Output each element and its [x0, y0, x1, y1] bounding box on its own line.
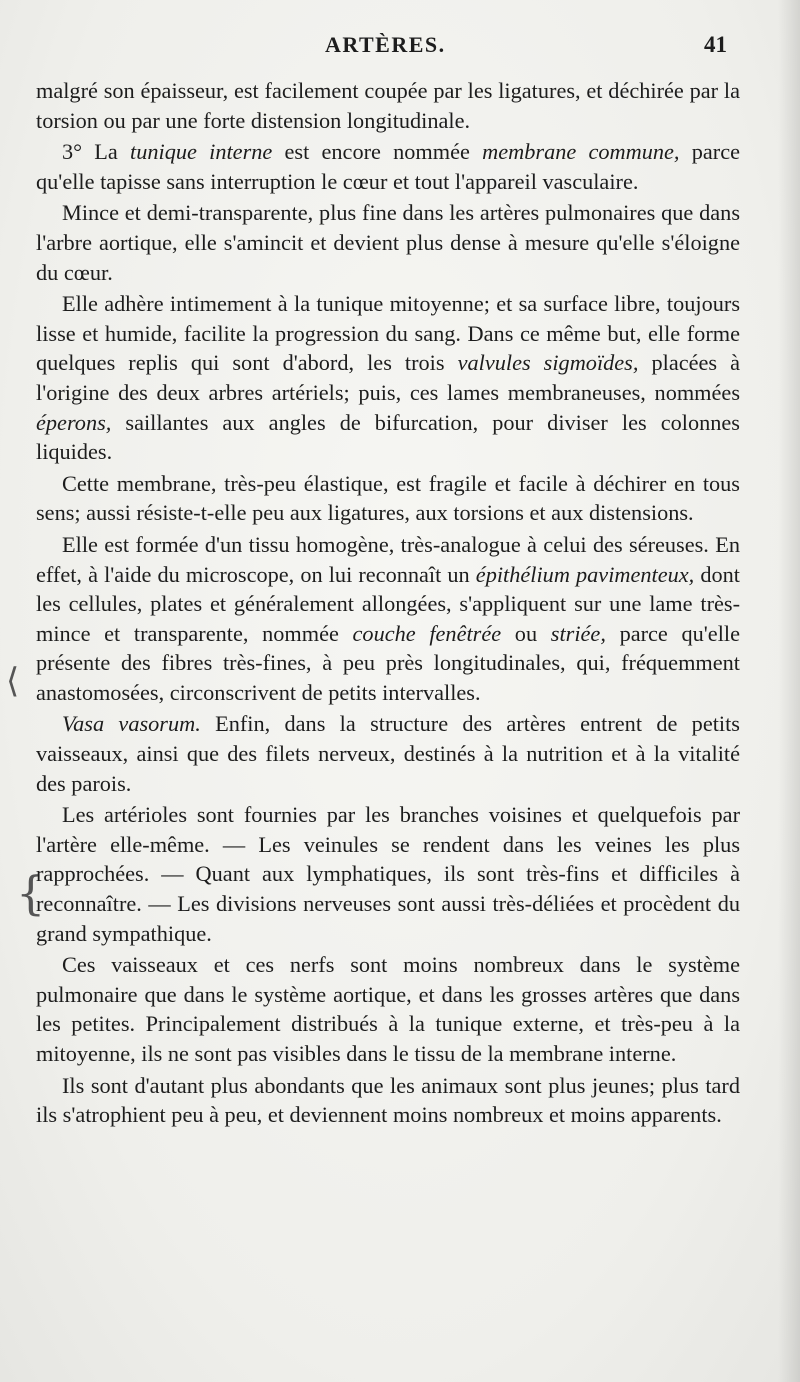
text-run: 3° La: [62, 139, 131, 165]
italic-text: Vasa vasorum.: [62, 711, 201, 737]
text-run: parce qu'elle tapisse sans interruption le cœur et tout l'appareil vasculaire.: [36, 139, 740, 194]
paragraph-9: [36, 950, 740, 1068]
text-run: Cette membrane, très-peu élastique, est fragile et facile à déchirer en tous sens; aussi résiste-t-elle peu aux ligatures, aux torsions et aux distensions.: [36, 470, 740, 526]
margin-brace-mark: {: [16, 866, 46, 920]
paragraph-3: [36, 198, 740, 287]
text-run: Les artérioles sont fournies par les branches voisines et quelquefois par l'artère elle-même. — Les veinules se rendent dans les veines les plus rapprochées. — Quant aux lymphatiques, ils sont très-fins et difficiles à reconnaître. — Les divisions nerveuses sont aussi très-déliées et procèdent du grand sympathique.: [36, 802, 740, 946]
text-run: Ils sont d'autant plus abondants que les animaux sont plus jeunes; plus tard ils s'atrophient peu à peu, et deviennent moins nombreux et moins apparents.: [36, 1072, 740, 1128]
text-run: malgré son épaisseur, est facilement coupée par les ligatures, et déchirée par la torsion ou par une forte distension longitudinale.: [36, 78, 740, 133]
paragraph-6: [36, 530, 740, 708]
italic-text: épithélium pavimenteux,: [475, 561, 695, 587]
paragraph-2: [36, 137, 740, 196]
text-run: Mince et demi-transparente, plus fine dans les artères pulmonaires que dans l'arbre aortique, elle s'amincit et devient plus dense à mesure qu'elle s'éloigne du cœur.: [36, 200, 740, 285]
margin-bracket-mark: ⟨: [6, 661, 20, 701]
text-run: saillantes aux angles de bifurcation, pour diviser les colonnes liquides.: [36, 409, 740, 465]
paragraph-10: [36, 1071, 740, 1130]
text-run: ou: [501, 620, 551, 646]
italic-text: membrane commune,: [482, 139, 680, 165]
paragraph-8: [36, 800, 740, 948]
text-run: parce qu'elle présente des fibres très-fines, à peu près longitudinales, qui, fréquemment anastomosées, circonscrivent de petits intervalles.: [36, 620, 740, 705]
text-run: est encore nommée: [272, 139, 483, 165]
paragraph-1: [36, 76, 740, 135]
text-run: dont les cellules, plates et généralement allongées, s'appliquent sur une lame très-mince et transparente, nommée: [36, 561, 740, 646]
italic-text: tunique interne: [130, 139, 273, 165]
paragraph-5: [36, 469, 740, 528]
page-number: 41: [704, 32, 727, 57]
paragraph-4: [36, 289, 740, 467]
italic-text: valvules sigmoïdes,: [457, 350, 639, 376]
text-run: Elle adhère intimement à la tunique mitoyenne; et sa surface libre, toujours lisse et humide, facilite la progression du sang. Dans ce même but, elle forme quelques replis qui sont d'abord, les trois: [36, 291, 740, 376]
text-run: Ces vaisseaux et ces nerfs sont moins nombreux dans le système pulmonaire que dans le système aortique, et dans les grosses artères que dans les petites. Principalement distribués à la tunique externe, et très-peu à la mitoyenne, ils ne sont pas visibles dans le tissu de la membrane interne.: [36, 952, 740, 1066]
page-edge-shadow: [778, 0, 800, 1382]
running-title: ARTÈRES.: [325, 32, 446, 57]
text-run: Enfin, dans la structure des artères entrent de petits vaisseaux, ainsi que des filets nerveux, destinés à la nutrition et à la vitalité des parois.: [36, 711, 740, 796]
body-text: [36, 76, 740, 1130]
text-run: placées à l'origine des deux arbres artériels; puis, ces lames membraneuses, nommées: [36, 350, 741, 405]
italic-text: couche fenêtrée: [352, 620, 502, 646]
text-run: Elle est formée d'un tissu homogène, très-analogue à celui des séreuses. En effet, à l'aide du microscope, on lui reconnaît un: [36, 531, 740, 587]
running-head: [0, 32, 800, 62]
paragraph-7: [36, 709, 740, 798]
italic-text: striée,: [550, 620, 606, 646]
italic-text: éperons,: [36, 409, 112, 435]
